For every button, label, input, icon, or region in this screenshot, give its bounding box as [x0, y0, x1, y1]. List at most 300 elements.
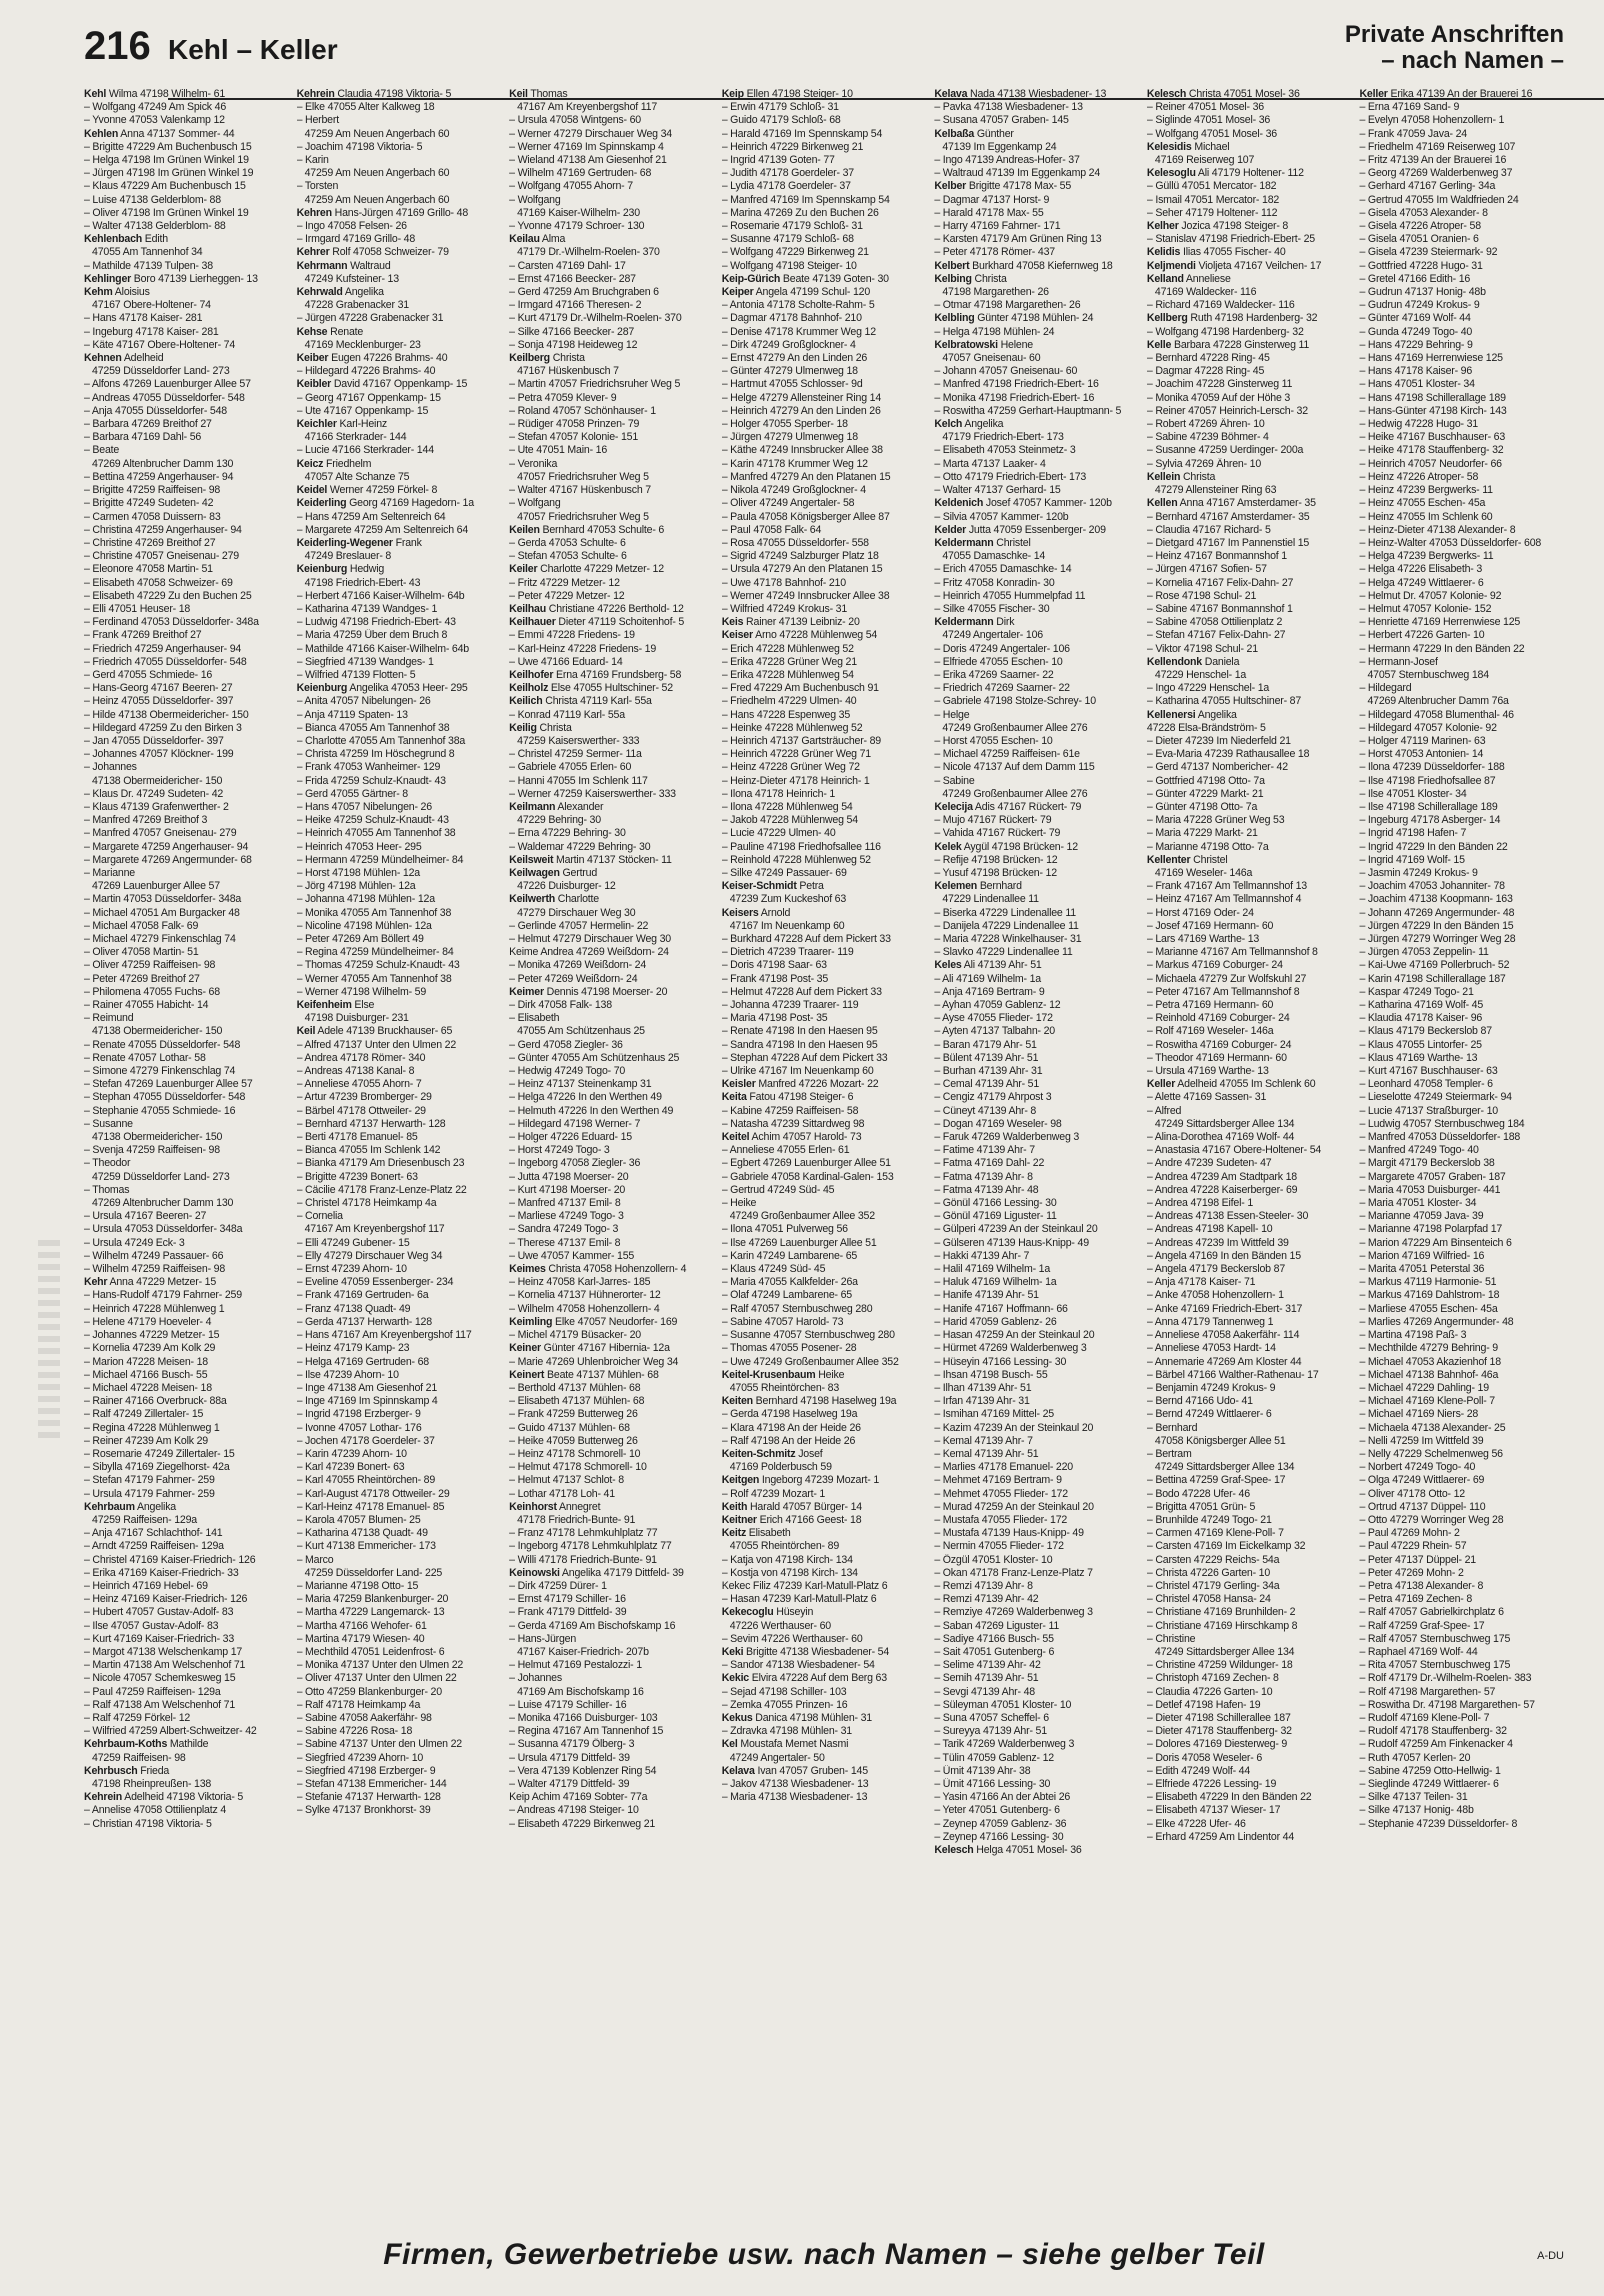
listing-entry: – Horst 47053 Antonien- 14 [1359, 748, 1484, 761]
listing-entry: – Cengiz 47179 Ahrpost 3 [934, 1091, 1052, 1104]
listing-entry: – Murad 47259 An der Steinkaul 20 [934, 1500, 1094, 1513]
listing-entry: – Wolfgang [509, 497, 561, 510]
listing-entry: – Ümit 47139 Ahr- 38 [934, 1764, 1031, 1777]
listing-entry: – Andreas 47239 Im Wittfeld 39 [1146, 1236, 1289, 1249]
listing-entry: – Werner 47249 Innsbrucker Allee 38 [721, 589, 890, 602]
listing-entry: – Jan 47055 Düsseldorfer- 397 [84, 734, 224, 747]
listing-entry: – Hans 47228 Espenweg 35 [721, 708, 851, 721]
listing-entry: – Gabriele 47198 Stolze-Schrey- 10 [934, 695, 1096, 708]
listing-entry: – Kabine 47259 Raiffeisen- 58 [721, 1104, 859, 1117]
listing-entry: – Susana 47057 Graben- 145 [934, 114, 1069, 127]
listing-entry: – Ingrid 47198 Hafen- 7 [1359, 827, 1467, 840]
listing-entry: – Ilse 47239 Ahorn- 10 [296, 1368, 399, 1381]
listing-entry: – Herbert 47166 Kaiser-Wilhelm- 64b [296, 589, 465, 602]
listing-entry: 47269 Lauenburger Allee 57 [92, 880, 220, 893]
listing-entry: – Erika 47228 Mühlenweg 54 [721, 668, 854, 681]
listing-entry: – Ulrike 47167 Im Neuenkamp 60 [721, 1065, 874, 1078]
listing-entry: – Kornelia 47167 Felix-Dahn- 27 [1146, 576, 1294, 589]
listing-entry: – Simone 47279 Finkenschlag 74 [84, 1065, 236, 1078]
listing-entry: – Uwe 47178 Bahnhof- 210 [721, 576, 846, 589]
listing-entry: – Paula 47058 Königsberger Allee 87 [721, 510, 890, 523]
listing-entry: Kelecija Adis 47167 Rückert- 79 [934, 800, 1082, 813]
listing-entry: – Remzi 47139 Ahr- 42 [934, 1593, 1039, 1606]
listing-entry: – Wilhelm 47169 Gertruden- 68 [509, 167, 652, 180]
listing-entry: – Christa 47259 Im Höschegrund 8 [296, 748, 455, 761]
listing-entry: – Peter 47269 Weißdorn- 24 [509, 972, 638, 985]
listing-entry: 47249 Sittardsberger Allee 134 [1154, 1645, 1295, 1658]
listing-entry: Kehrer Rolf 47058 Schweizer- 79 [296, 246, 449, 259]
listing-entry: – Suna 47057 Scheffel- 6 [934, 1711, 1049, 1724]
listing-entry: – Heinz-Walter 47053 Düsseldorfer- 608 [1359, 536, 1542, 549]
listing-entry: – Helene 47179 Hoeveler- 4 [84, 1315, 212, 1328]
listing-entry: – Heinz-Dieter 47178 Heinrich- 1 [721, 774, 870, 787]
listing-entry: – Gerd 47055 Schmiede- 16 [84, 668, 213, 681]
listing-entry: 47259 Am Neuen Angerbach 60 [304, 127, 450, 140]
listing-entry: – Ursula 47279 An den Platanen 15 [721, 563, 883, 576]
listing-entry: – Erich 47055 Damaschke- 14 [934, 563, 1072, 576]
listing-entry: – Christine 47057 Gneisenau- 279 [84, 550, 239, 563]
listing-entry: – Karl 47239 Bonert- 63 [296, 1461, 405, 1474]
listing-entry: – Stefan 47167 Felix-Dahn- 27 [1146, 629, 1286, 642]
listing-entry: – Ingeborg 47178 Lehmkuhlplatz 77 [509, 1540, 672, 1553]
listing-entry: – Klaus 47055 Lintorfer- 25 [1359, 1038, 1482, 1051]
listing-entry: – Gudrun 47249 Krokus- 9 [1359, 299, 1480, 312]
listing-entry: Kelidis Ilias 47055 Fischer- 40 [1146, 246, 1286, 259]
listing-entry: – Inge 47138 Am Giesenhof 21 [296, 1381, 438, 1394]
listing-entry: – Bettina 47259 Graf-Spee- 17 [1146, 1474, 1286, 1487]
listing-entry: – Helmut Dr. 47057 Kolonie- 92 [1359, 589, 1502, 602]
listing-entry: – Barbara 47269 Breithof 27 [84, 418, 212, 431]
listing-entry: Keilwerth Charlotte [509, 893, 599, 906]
listing-entry: – Faruk 47269 Walderbenweg 3 [934, 1131, 1080, 1144]
listing-entry: – Heinrich 47169 Hebel- 69 [84, 1579, 208, 1592]
listing-entry: – Hans 47051 Kloster- 34 [1359, 378, 1475, 391]
listing-entry: – Pavka 47138 Wiesbadener- 13 [934, 101, 1083, 114]
listing-entry: – Sevim 47226 Werthauser- 60 [721, 1632, 863, 1645]
footer-note: Firmen, Gewerbetriebe usw. nach Namen – siehe gelber Teil [383, 2238, 1265, 2271]
listing-entry: Kehrmann Waltraud [296, 259, 391, 272]
listing-entry: Keinowski Angelika 47179 Dittfeld- 39 [509, 1566, 684, 1579]
listing-entry: – Andreas 47138 Kanal- 8 [296, 1065, 415, 1078]
listing-entry: – Horst 47249 Togo- 3 [509, 1144, 610, 1157]
listing-entry: – Marta 47137 Laaker- 4 [934, 457, 1046, 470]
listing-entry: – Heinz 47058 Karl-Jarres- 185 [509, 1276, 651, 1289]
listing-entry: – Dieter 47178 Stauffenberg- 32 [1146, 1725, 1292, 1738]
listing-entry: – Fred 47229 Am Buchenbusch 91 [721, 682, 879, 695]
listing-entry: – Siegfried 47198 Erzberger- 9 [296, 1764, 436, 1777]
listing-entry: – Yasin 47166 An der Abtei 26 [934, 1791, 1071, 1804]
listing-entry: – Heike 47059 Butterweg 26 [509, 1434, 638, 1447]
listing-entry: – Harald 47178 Max- 55 [934, 206, 1044, 219]
listing-entry: – Silvia 47057 Kammer- 120b [934, 510, 1069, 523]
listing-entry: 47229 Henschel- 1a [1154, 668, 1247, 681]
listing-entry: – Wolfgang 47198 Hardenberg- 32 [1146, 325, 1304, 338]
listing-entry: – Bettina 47259 Angerhauser- 94 [84, 470, 234, 483]
listing-entry: Keiderling Georg 47169 Hagedorn- 1a [296, 497, 474, 510]
listing-entry: – Bianca 47055 Am Tannenhof 38 [296, 721, 450, 734]
listing-entry: – Gisela 47239 Steiermark- 92 [1359, 246, 1498, 259]
listing-entry: – Ortrud 47137 Düppel- 110 [1359, 1500, 1486, 1513]
listing-entry: – Christina 47259 Angerhauser- 94 [84, 523, 242, 536]
listing-entry: – Elisabeth 47229 Zu den Buchen 25 [84, 589, 252, 602]
listing-entry: – Markus 47169 Dahlstrom- 18 [1359, 1289, 1500, 1302]
listing-entry: 47249 Sittardsberger Allee 134 [1154, 1461, 1295, 1474]
listing-entry: – Vahida 47167 Rückert- 79 [934, 827, 1061, 840]
listing-entry: – Alfred [1146, 1104, 1182, 1117]
listing-entry: – Paul 47058 Falk- 64 [721, 523, 822, 536]
listing-entry: 47249 Angertaler- 106 [942, 629, 1043, 642]
listing-entry: – Hanife 47139 Ahr- 51 [934, 1289, 1039, 1302]
listing-entry: – Siegfried 47139 Wandges- 1 [296, 655, 434, 668]
listing-entry: – Herbert 47226 Garten- 10 [1359, 629, 1485, 642]
listing-entry: – Regina 47228 Mühlenweg 1 [84, 1421, 220, 1434]
listing-entry: Keibler David 47167 Oppenkamp- 15 [296, 378, 468, 391]
listing-entry: – Eva-Maria 47239 Rathausallee 18 [1146, 748, 1310, 761]
listing-entry: – Martin 47138 Am Welschenhof 71 [84, 1659, 246, 1672]
listing-entry: – Lieselotte 47249 Steiermark- 94 [1359, 1091, 1512, 1104]
listing-entry: Keip Ellen 47198 Steiger- 10 [721, 88, 853, 100]
listing-entry: – Elke 47055 Alter Kalkweg 18 [296, 101, 435, 114]
listing-entry: Kelbert Burkhard 47058 Kiefernweg 18 [934, 259, 1113, 272]
listing-entry: – Ralf 47057 Sternbuschweg 175 [1359, 1632, 1511, 1645]
listing-entry: – Hürmet 47269 Walderbenweg 3 [934, 1342, 1087, 1355]
listing-entry: – Erika 47228 Grüner Weg 21 [721, 655, 857, 668]
listing-entry: Keitel Achim 47057 Harold- 73 [721, 1131, 862, 1144]
listing-entry: – Hans 47178 Kaiser- 281 [84, 312, 203, 325]
listing-entry: – Oliver 47178 Otto- 12 [1359, 1487, 1465, 1500]
listing-entry: – Margarete 47269 Angermunder- 68 [84, 853, 252, 866]
listing-entry: – Klaus 47179 Beckerslob 87 [1359, 1025, 1492, 1038]
listing-entry: Kelesoglu Ali 47179 Holtener- 112 [1146, 167, 1304, 180]
listing-entry: – Reimund [84, 1012, 134, 1025]
listing-entry: – Kurt 47167 Buschhauser- 63 [1359, 1065, 1498, 1078]
listing-entry: Kelek Aygül 47198 Brücken- 12 [934, 840, 1078, 853]
listing-entry: – Sadiye 47166 Busch- 55 [934, 1632, 1054, 1645]
listing-entry: – Selime 47139 Ahr- 42 [934, 1659, 1041, 1672]
listing-entry: – Johannes 47057 Klöckner- 199 [84, 748, 234, 761]
listing-entry: – Peter 47178 Römer- 437 [934, 246, 1055, 259]
listing-entry: – Gerda 47137 Herwarth- 128 [296, 1315, 432, 1328]
listing-entry: – Johann 47269 Angermunder- 48 [1359, 906, 1515, 919]
listing-entry: Kehnen Adelheid [84, 352, 164, 365]
listing-entry: – Karl-Heinz 47228 Friedens- 19 [509, 642, 657, 655]
listing-entry: – Ilse 47198 Schillerallage 189 [1359, 800, 1498, 813]
listing-entry: – Elisabeth 47137 Wieser- 17 [1146, 1804, 1281, 1817]
listing-entry: – Lucie 47137 Straßburger- 10 [1359, 1104, 1498, 1117]
listing-entry: – Horst 47055 Eschen- 10 [934, 734, 1053, 747]
listing-entry: – Annemarie 47269 Am Kloster 44 [1146, 1355, 1302, 1368]
page-header [84, 20, 1564, 84]
listing-entry: – Heinrich 47057 Neudorfer- 66 [1359, 457, 1502, 470]
listing-entry: – Anita 47057 Nibelungen- 26 [296, 695, 431, 708]
listing-entry: – Walter 47179 Dittfeld- 39 [509, 1778, 630, 1790]
listing-entry: – Lothar 47178 Loh- 41 [509, 1487, 615, 1500]
listing-entry: – Mujo 47167 Rückert- 79 [934, 814, 1052, 827]
listing-entry: – Hasan 47259 An der Steinkaul 20 [934, 1329, 1095, 1342]
listing-entry: – Ernst 47279 An den Linden 26 [721, 352, 868, 365]
listing-entry: – Ralf 47259 Graf-Spee- 17 [1359, 1619, 1485, 1632]
listing-entry: – Sandor 47138 Wiesbadener- 54 [721, 1659, 875, 1672]
listing-entry: – Reiner 47051 Mosel- 36 [1146, 101, 1264, 114]
listing-entry: – Monika 47059 Auf der Höhe 3 [1146, 391, 1291, 404]
listing-entry: – Peter 47269 Breithof 27 [84, 972, 200, 985]
listing-entry: 47167 Kaiser-Friedrich- 207b [517, 1645, 649, 1658]
listing-entry: – Kurt 47169 Kaiser-Friedrich- 33 [84, 1632, 235, 1645]
listing-entry: – Zeynep 47059 Gablenz- 36 [934, 1817, 1067, 1830]
listing-entry: – Hans-Jürgen [509, 1632, 577, 1645]
listing-entry: – Hubert 47057 Gustav-Adolf- 83 [84, 1606, 234, 1619]
listing-entry: – Ilse 47269 Lauenburger Allee 51 [721, 1236, 877, 1249]
listing-entry: – Silke 47249 Passauer- 69 [721, 866, 847, 879]
listing-entry: – Günter 47198 Otto- 7a [1146, 800, 1258, 813]
listing-entry: 47249 Kufsteiner- 13 [304, 272, 399, 285]
listing-entry: – Martina 47198 Paß- 3 [1359, 1329, 1467, 1342]
listing-entry: – Reiner 47057 Heinrich-Lersch- 32 [1146, 404, 1308, 417]
listing-entry: Keitner Erich 47166 Geest- 18 [721, 1513, 862, 1526]
listing-entry: – Walter 47137 Gerhard- 15 [934, 484, 1061, 497]
listing-entry: – Thomas 47055 Posener- 28 [721, 1342, 857, 1355]
listing-entry: – Herbert [296, 114, 339, 127]
listing-entry: Kehm Aloisius [84, 286, 150, 299]
listing-entry: – Sabine 47137 Unter den Ulmen 22 [296, 1738, 462, 1751]
listing-entry: – Ayse 47055 Flieder- 172 [934, 1012, 1053, 1025]
listing-entry: 47228 Grabenacker 31 [304, 299, 409, 312]
listing-column-6 [1147, 88, 1352, 2208]
listing-entry: Kelesidis Michael [1146, 140, 1230, 153]
listing-entry: – Michael 47051 Am Burgacker 48 [84, 906, 240, 919]
listing-entry: – Brigitte 47249 Sudeten- 42 [84, 497, 214, 510]
listing-entry: Kel Moustafa Memet Nasmi [721, 1738, 849, 1751]
listing-entry: – Andreas 47198 Steiger- 10 [509, 1804, 639, 1817]
listing-entry: 47167 Am Kreyenbergshof 117 [517, 101, 658, 114]
listing-entry: – Stefan 47053 Schulte- 6 [509, 550, 627, 563]
listing-entry: – Bianka 47179 Am Driesenbusch 23 [296, 1157, 465, 1170]
listing-entry: – Maria 47055 Kalkfelder- 26a [721, 1276, 858, 1289]
listing-entry: – Mehmet 47055 Flieder- 172 [934, 1487, 1068, 1500]
listing-entry: – Evelyn 47058 Hohenzollern- 1 [1359, 114, 1505, 127]
listing-entry: – Joachim 47138 Koopmann- 163 [1359, 893, 1513, 906]
listing-entry: – Philomena 47055 Fuchs- 68 [84, 985, 220, 998]
listing-entry: – Anastasia 47167 Obere-Holtener- 54 [1146, 1144, 1322, 1157]
listing-entry: – Heinke 47228 Mühlenweg 52 [721, 721, 863, 734]
listing-entry: – Bernd 47166 Udo- 41 [1146, 1395, 1253, 1408]
listing-entry: – Johannes [84, 761, 137, 774]
listing-entry: – Gerda 47053 Schulte- 6 [509, 536, 626, 549]
listing-entry: – Hermann 47259 Mündelheimer- 84 [296, 853, 464, 866]
listing-entry: – Natasha 47239 Sittardweg 98 [721, 1117, 865, 1130]
listing-entry: – Zdravka 47198 Mühlen- 31 [721, 1725, 852, 1738]
listing-entry: – Bernhard 47137 Herwarth- 128 [296, 1117, 446, 1130]
listing-entry: Kehrbaum Angelika [84, 1500, 176, 1513]
listing-entry: – Erika 47269 Saarner- 22 [934, 668, 1054, 681]
listing-entry: Keienburg Hedwig [296, 563, 385, 576]
listing-entry: – Regina 47167 Am Tannenhof 15 [509, 1725, 664, 1738]
listing-entry: Keilhofer Erna 47169 Frundsberg- 58 [509, 668, 682, 681]
listing-entry: – Jürgen 47279 Worringer Weg 28 [1359, 933, 1516, 945]
listing-entry: Keilau Alma [509, 233, 566, 246]
listing-column-7 [1359, 88, 1564, 2208]
listing-entry: – Fritz 47139 An der Brauerei 16 [1359, 154, 1507, 167]
listing-entry: – Joachim 47053 Johanniter- 78 [1359, 880, 1505, 893]
listing-entry: – Nicoline 47198 Mühlen- 12a [296, 919, 432, 932]
listing-entry: Keil Adele 47139 Bruckhauser- 65 [296, 1025, 453, 1038]
listing-entry: – Klaudia 47178 Kaiser- 96 [1359, 1012, 1483, 1025]
listing-entry: 47249 Angertaler- 50 [729, 1751, 825, 1764]
listing-entry: – Gabriele 47058 Kardinal-Galen- 153 [721, 1170, 894, 1183]
listing-entry: – Stephanie 47055 Schmiede- 16 [84, 1104, 236, 1117]
listing-entry: – Barbara 47169 Dahl- 56 [84, 431, 202, 444]
listing-entry: – Stefan 47057 Kolonie- 151 [509, 431, 639, 444]
listing-entry: 47179 Dr.-Wilhelm-Roelen- 370 [517, 246, 660, 259]
listing-entry: – Guido 47179 Schloß- 68 [721, 114, 841, 127]
listing-entry: – Gisela 47226 Atroper- 58 [1359, 220, 1481, 233]
listing-entry: – Hüseyin 47166 Lessing- 30 [934, 1355, 1067, 1368]
listing-entry: – Martha 47229 Langemarck- 13 [296, 1606, 445, 1619]
listing-entry: – Monika 47269 Weißdorn- 24 [509, 959, 647, 972]
listing-entry: Keip Achim 47169 Sobter- 77a [509, 1791, 648, 1804]
listing-entry: – Brunhilde 47249 Togo- 21 [1146, 1513, 1272, 1526]
listing-entry: Keilig Christa [509, 721, 572, 734]
listing-entry: – Frank 47269 Breithof 27 [84, 629, 202, 642]
listing-entry: – Nermin 47055 Flieder- 172 [934, 1540, 1064, 1553]
listing-entry: – Sabine 47167 Bonmannshof 1 [1146, 602, 1293, 615]
listing-entry: Kelava Ivan 47057 Gruben- 145 [721, 1764, 868, 1777]
listing-entry: – Hans 47167 Am Kreyenbergshof 117 [296, 1329, 472, 1342]
listing-entry: – Raphael 47169 Wolf- 44 [1359, 1645, 1478, 1658]
listing-entry: Keil Thomas [509, 88, 568, 100]
listing-entry: – Katja von 47198 Kirch- 134 [721, 1553, 853, 1566]
listing-entry: Kekic Elvira 47228 Auf dem Berg 63 [721, 1672, 887, 1685]
listing-entry: – Zeynep 47166 Lessing- 30 [934, 1830, 1064, 1843]
listing-entry: Keisler Manfred 47226 Mozart- 22 [721, 1078, 879, 1091]
listing-entry: – Hedwig 47228 Hugo- 31 [1359, 418, 1478, 431]
listing-entry: – Wolfgang 47055 Ahorn- 7 [509, 180, 633, 193]
listing-entry: – Mustafa 47139 Haus-Knipp- 49 [934, 1527, 1084, 1540]
listing-entry: – Hildegard 47226 Brahms- 40 [296, 365, 436, 378]
listing-entry: – Stanislav 47198 Friedrich-Ebert- 25 [1146, 233, 1315, 246]
listing-entry: – Friedrich 47259 Angerhauser- 94 [84, 642, 242, 655]
listing-entry: – Susanne 47057 Sternbuschweg 280 [721, 1329, 895, 1342]
listing-entry: Keldenich Josef 47057 Kammer- 120b [934, 497, 1112, 510]
listing-entry: – Theodor [84, 1157, 131, 1170]
listing-entry: – Irmgard 47166 Theresen- 2 [509, 299, 642, 312]
listing-entry: – Bülent 47139 Ahr- 51 [934, 1051, 1039, 1064]
listing-entry: – Yvonne 47179 Schroer- 130 [509, 220, 645, 233]
listing-entry: – Wolfgang 47249 Am Spick 46 [84, 101, 227, 114]
listing-entry: – Okan 47178 Franz-Lenze-Platz 7 [934, 1566, 1093, 1579]
listing-entry: – Ralf 47249 Zillertaler- 15 [84, 1408, 204, 1421]
listing-entry: – Erika 47169 Kaiser-Friedrich- 33 [84, 1566, 239, 1579]
listing-entry: 47269 Altenbrucher Damm 130 [92, 1197, 234, 1210]
listing-entry: – Sylke 47137 Bronkhorst- 39 [296, 1804, 431, 1817]
listing-entry: Kelbing Christa [934, 272, 1007, 285]
listing-entry: – Hakki 47139 Ahr- 7 [934, 1249, 1030, 1262]
listing-entry: – Hermann 47229 In den Bänden 22 [1359, 642, 1525, 655]
listing-entry: – Heinz 47228 Grüner Weg 72 [721, 761, 860, 774]
listing-entry: – Sonja 47198 Heideweg 12 [509, 338, 638, 351]
listing-entry: – Marina 47269 Zu den Buchen 26 [721, 206, 879, 219]
listing-entry: Keilsweit Martin 47137 Stöcken- 11 [509, 853, 672, 866]
listing-entry: – Sabine 47226 Rosa- 18 [296, 1725, 413, 1738]
listing-entry: – Silke 47166 Beecker- 287 [509, 325, 635, 338]
listing-entry: – Holger 47226 Eduard- 15 [509, 1131, 632, 1144]
listing-entry: – Bärbel 47166 Walther-Rathenau- 17 [1146, 1368, 1319, 1381]
listing-entry: 47259 Am Neuen Angerbach 60 [304, 193, 450, 206]
listing-entry: – Sabine 47058 Ottilienplatz 2 [1146, 616, 1283, 629]
listing-entry: – Mechthilde 47279 Behring- 9 [1359, 1342, 1498, 1355]
listing-entry: – Markus 47169 Coburger- 24 [1146, 959, 1283, 972]
listing-entry: Kehlen Anna 47137 Sommer- 44 [84, 127, 235, 140]
listing-entry: – Irmgard 47169 Grillo- 48 [296, 233, 416, 246]
listing-entry: – Sabine [934, 774, 975, 787]
listing-entry: 47139 Im Eggenkamp 24 [942, 140, 1057, 153]
listing-entry: – Gerd 47259 Am Bruchgraben 6 [509, 286, 659, 299]
listing-entry: – Rose 47198 Schul- 21 [1146, 589, 1257, 602]
listing-entry: – Anneliese 47055 Erlen- 61 [721, 1144, 850, 1157]
listing-entry: – Günter 47169 Wolf- 44 [1359, 312, 1471, 325]
listing-entry: – Rolf 47239 Mozart- 1 [721, 1487, 826, 1500]
listing-entry: – Frank 47169 Gertruden- 6a [296, 1289, 429, 1302]
listing-entry: – Wolfgang [509, 193, 561, 206]
listing-entry: – Kurt 47198 Moerser- 20 [509, 1183, 626, 1196]
listing-entry: – Dagmar 47228 Ring- 45 [1146, 365, 1265, 378]
listing-entry: – Guido 47137 Mühlen- 68 [509, 1421, 630, 1434]
listing-entry: – Susanna 47179 Ölberg- 3 [509, 1738, 635, 1751]
listing-entry: – Zemka 47055 Prinzen- 16 [721, 1698, 848, 1711]
listing-entry: – Thomas 47259 Schulz-Knaudt- 43 [296, 959, 460, 972]
listing-entry: – Michael 47138 Bahnhof- 46a [1359, 1368, 1499, 1381]
section-title-line2: – nach Namen – [1381, 47, 1564, 74]
listing-entry: – Veronika [509, 457, 558, 470]
listing-entry: Kelle Barbara 47228 Ginsterweg 11 [1146, 338, 1310, 351]
listing-entry: – Leonhard 47058 Templer- 6 [1359, 1078, 1493, 1091]
listing-entry: – Helga 47249 Wittlaerer- 6 [1359, 576, 1484, 589]
listing-entry: – Manfred 47053 Düsseldorfer- 188 [1359, 1131, 1521, 1144]
listing-entry: – Margarete 47259 Am Seltenreich 64 [296, 523, 469, 536]
listing-entry: – Maria 47229 Markt- 21 [1146, 827, 1258, 840]
listing-column-1 [84, 88, 289, 2208]
listing-entry: – Kornelia 47239 Am Kolk 29 [84, 1342, 216, 1355]
listing-entry: Keienburg Angelika 47053 Heer- 295 [296, 682, 468, 695]
listing-entry: – Jasmin 47249 Krokus- 9 [1359, 866, 1478, 879]
listing-entry: – Stefan 47269 Lauenburger Allee 57 [84, 1078, 253, 1091]
listing-entry: – Frank 47259 Butterweg 26 [509, 1408, 638, 1421]
listing-entry: – Cornelia [296, 1210, 343, 1223]
listing-entry: – Klaus Dr. 47249 Sudeten- 42 [84, 787, 224, 800]
listing-entry: – Silke 47137 Honig- 48b [1359, 1804, 1474, 1817]
listing-entry: – Käthe 47249 Innsbrucker Allee 38 [721, 444, 883, 457]
listing-entry: – Uwe 47057 Kammer- 155 [509, 1249, 635, 1262]
listing-entry: – Elke 47228 Ufer- 46 [1146, 1817, 1246, 1830]
listing-entry: – Wilhelm 47058 Hohenzollern- 4 [509, 1302, 660, 1315]
listing-entry: – Jürgen 47228 Grabenacker 31 [296, 312, 444, 325]
listing-entry: – Oliver 47058 Martin- 51 [84, 946, 199, 959]
listing-entry: – Roswitha Dr. 47198 Margarethen- 57 [1359, 1698, 1535, 1711]
listing-entry: – Heinz 47055 Düsseldorfer- 397 [84, 695, 234, 708]
listing-entry: Keilmann Alexander [509, 800, 604, 813]
listing-entry: – Jürgen 47279 Ulmenweg 18 [721, 431, 858, 444]
listing-entry: – Remziye 47269 Walderbenweg 3 [934, 1606, 1093, 1619]
listing-entry: – Jörg 47198 Mühlen- 12a [296, 880, 416, 893]
listing-entry: – Kemal 47139 Ahr- 7 [934, 1434, 1033, 1447]
listing-entry: – Anna 47179 Tannenweg 1 [1146, 1315, 1274, 1328]
listing-entry: – Ilona 47228 Mühlenweg 54 [721, 800, 853, 813]
listing-entry: – Ursula 47179 Dittfeld- 39 [509, 1751, 630, 1764]
listing-entry: – Helmut 47057 Kolonie- 152 [1359, 602, 1492, 615]
listing-entry: – Gerd 47058 Ziegler- 36 [509, 1038, 623, 1051]
listing-entry: – Manfred 47137 Emil- 8 [509, 1197, 621, 1210]
section-title-line1: Private Anschriften [1344, 21, 1564, 48]
